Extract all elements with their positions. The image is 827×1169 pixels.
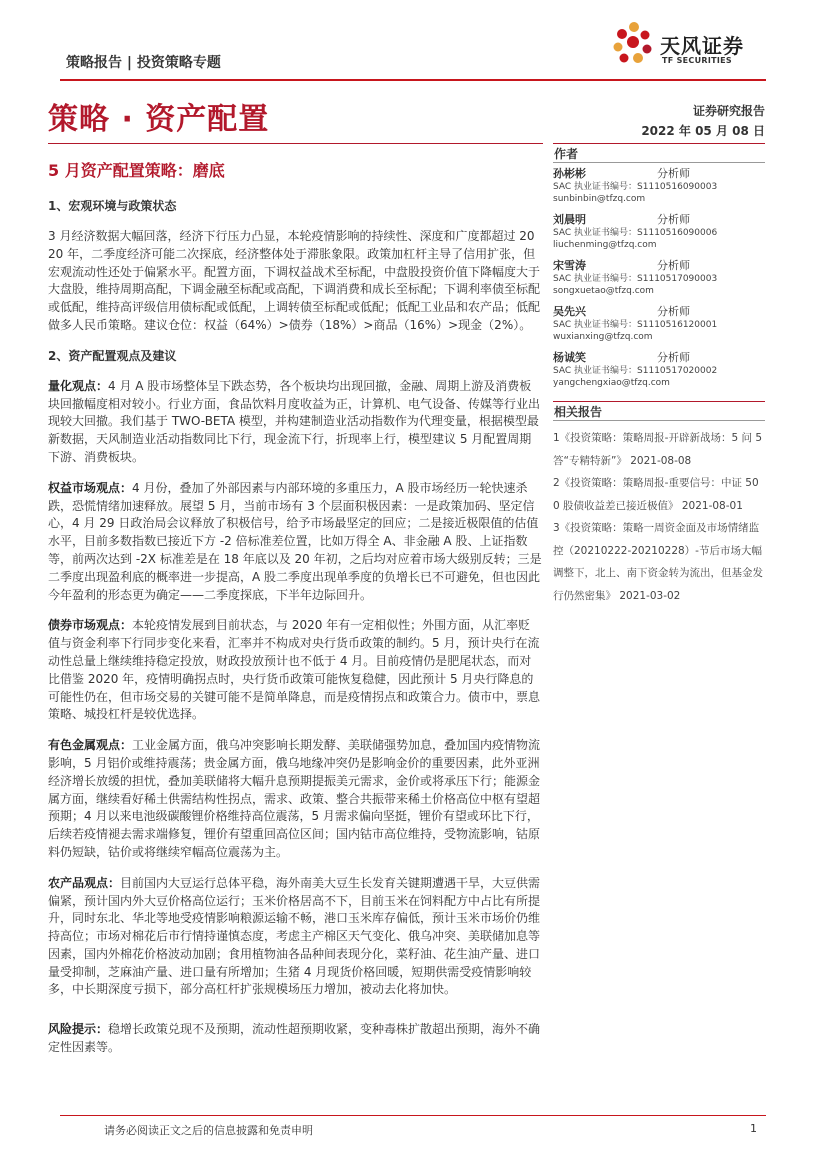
paragraph-bond [48, 617, 542, 724]
company-logo [610, 20, 760, 70]
paragraph-quant [48, 378, 542, 467]
logo-petal-icon [610, 20, 656, 68]
paragraph-text: 4 月 A 股市场整体呈下跌态势，各个板块均出现回撤，金融、周期上游及消费板块回撤幅度相对较小。行业方面，食品饮料月度收益为正，计算机、电气设备、传媒等行业出现较大回撤。我们基于 TWO-BETA 模型，并构建制造业活动指数作为代理变量，根据模型最新数据，天风制造业活动指数同比下行，现金流下行，折现率上行，模型建议 5 月配置周期下游、消费板块。 [48, 378, 541, 464]
disclaimer-note: 请务必阅读正文之后的信息披露和免责申明 [104, 1124, 313, 1137]
paragraph-equity [48, 480, 542, 605]
author-card [553, 163, 765, 209]
author-role: 分析师 [657, 351, 690, 364]
author-sac: SAC 执业证书编号：S1110517090003 [553, 274, 718, 284]
author-role: 分析师 [657, 259, 690, 272]
paragraph-text: 稳增长政策兑现不及预期，流动性超预期收紧，变种毒株扩散超出预期，海外不确定性因素等。 [48, 1022, 541, 1055]
related-reports-list [553, 421, 765, 607]
paragraph-agri [48, 875, 542, 1000]
author-name: 宋雪涛 [553, 259, 586, 272]
paragraph-macro: 3 月经济数据大幅回落，经济下行压力凸显，本轮疫情影响的持续性、深度和广度都超过 2020 年，二季度经济可能二次探底，经济整体处于滞胀象限。政策加杠杆主导了信用扩张，但宏观流动性还处于偏紧水平。配置方面，下调权益战术至标配，中盘股投资价值下降幅度大于大盘股，维持周期高配，下调金融至标配或高配，下调消费和成长至标配；下调利率债至标配或低配，维持高评级信用债标配或低配，上调转债至标配或低配；低配工业品和农产品；低配做多人民币策略。建议仓位：权益（64%）>债券（18%）>商品（16%）>现金（2%）。 [48, 229, 541, 332]
author-email[interactable]: liuchenming@tfzq.com [553, 240, 657, 250]
section-heading-allocation: 2、资产配置观点及建议 [48, 348, 177, 363]
author-name: 刘晨明 [553, 213, 586, 226]
author-sac: SAC 执业证书编号：S1110516120001 [553, 320, 718, 330]
report-date: 2022 年 05 月 08 日 [641, 124, 765, 138]
author-role: 分析师 [657, 167, 690, 180]
related-reports-heading: 相关报告 [553, 401, 765, 421]
report-subtitle: 5 月资产配置策略：磨底 [48, 161, 225, 180]
author-name: 吴先兴 [553, 305, 586, 318]
paragraph-text: 本轮疫情发展到目前状态，与 2020 年有一定相似性；外围方面，从汇率贬值与资金利率下行同步变化来看，汇率并不构成对央行货币政策的制约。5 月，预计央行在流动性总量上继续维持稳定投放，财政投放预计也不低于 4 月。目前疫情仍是肥尾状态，而对比借鉴 2020 年，疫情明确拐点时，央行货币政策可能恢复稳健，因此预计 5 月央行降息的可能性仍在，但市场交易的关键可能不是简单降息，而是疫情拐点和政策合力。债市中，票息策略、城投杠杆是较优选择。 [48, 618, 541, 722]
authors-heading: 作者 [553, 143, 765, 163]
footer-divider [60, 1115, 766, 1116]
author-email[interactable]: wuxianxing@tfzq.com [553, 332, 653, 342]
paragraph-lead: 有色金属观点： [48, 738, 133, 753]
title-divider [48, 143, 543, 144]
related-report-link[interactable]: 1《投资策略：策略周报-开辟新战场：5 问 5 答“专精特新”》 2021-08-08 [553, 432, 763, 467]
paragraph-risk [48, 1021, 542, 1057]
paragraph-lead: 权益市场观点： [48, 480, 133, 495]
author-sac: SAC 执业证书编号：S1110516090006 [553, 228, 718, 238]
section-heading-macro: 1、宏观环境与政策状态 [48, 199, 177, 213]
paragraph-lead: 量化观点： [48, 378, 109, 393]
author-sac: SAC 执业证书编号：S1110517020002 [553, 366, 718, 376]
author-card [553, 255, 765, 301]
author-card [553, 347, 765, 393]
paragraph-lead: 农产品观点： [48, 875, 121, 890]
paragraph-text: 4 月份，叠加了外部因素与内部环境的多重压力，A 股市场经历一轮快速杀跌，恐慌情绪加速释放。展望 5 月，当前市场有 3 个层面积极因素：一是政策加码、坚定信心，4 月 29 日政治局会议释放了积极信号，给予市场最坚定的回应；二是接近极限值的估值水平，目前多数指数已接近下方 -2 倍标准差位置，比如万得全 A、非金融 A 股、上证指数等，前两次达到 -2X 标准差是在 18 年底以及 20 年初，之后均对应着市场大级别反转；三是二季度出现盈利底的概率进一步提高，A 股二季度出现单季度的负增长已不可避免，但也因此今年盈利的形态更为确定——二季度探底，下半年边际回升。 [48, 480, 542, 602]
report-category: 策略报告 | 投资策略专题 [66, 55, 221, 71]
logo-text-cn: 天风证券 [660, 34, 744, 58]
author-role: 分析师 [657, 213, 690, 226]
sidebar [553, 143, 765, 607]
author-email[interactable]: sunbinbin@tfzq.com [553, 194, 646, 204]
related-report-link[interactable]: 3《投资策略：策略一周资金面及市场情绪监控（20210222-20210228）-节后市场大幅调整下，北上、南下资金转为流出，但基金发行仍然密集》 2021-03-02 [553, 522, 763, 602]
author-email[interactable]: songxuetao@tfzq.com [553, 286, 654, 296]
author-sac: SAC 执业证书编号：S1110516090003 [553, 182, 718, 192]
paragraph-text: 工业金属方面，俄乌冲突影响长期发酵、美联储强势加息，叠加国内疫情物流影响，5 月铝价或维持震荡；贵金属方面，俄乌地缘冲突仍是影响金价的重要因素，此外亚洲经济增长放缓的担忧，叠加美联储将大幅升息预期提振美元需求，金价或将承压下行；能源金属方面，继续看好稀土供需结构性拐点，需求、政策、整合共振带来稀土价格高位中枢有望超预期；4 月以来电池级碳酸锂价格维持高位震荡，5 月需求偏向坚挺，锂价有望或环比下行，后续若疫情褪去需求端修复，锂价有望重回高位区间；国内钴市高位维持，受物流影响，钴原料仍短缺，钴价或将继续窄幅高位震荡为主。 [48, 738, 541, 859]
header-divider [60, 79, 766, 81]
report-type: 证券研究报告 [692, 104, 765, 118]
related-report-link[interactable]: 2《投资策略：策略周报-重要信号：中证 500 股债收益差已接近极值》 2021-08-01 [553, 477, 759, 512]
author-name: 杨诚笑 [553, 351, 586, 364]
author-card [553, 209, 765, 255]
page-number: 1 [750, 1122, 757, 1135]
author-card [553, 301, 765, 347]
paragraph-text: 目前国内大豆运行总体平稳，海外南美大豆生长发育关键期遭遇干旱，大豆供需偏紧，预计国内外大豆价格高位运行；玉米价格居高不下，目前玉米在饲料配方中占比有所提升，同时东北、华北等地受疫情影响粮源运输不畅，港口玉米库存偏低，预计玉米市场价仍维持高位；市场对棉花后市行情持谨慎态度，考虑主产棉区天气变化、俄乌冲突、美联储加息等因素，国内外棉花价格波动加剧；食用植物油各品种间表现分化，菜籽油、花生油产量、进口量受抑制，芝麻油产量、进口量有所增加；生猪 4 月现货价格回暖，短期供需受疫情影响较多，中长期深度亏损下，部分高杠杆扩张规模场压力增加，被动去化将加快。 [48, 875, 541, 997]
paragraph-lead: 债券市场观点： [48, 618, 133, 633]
paragraph-lead: 风险提示： [48, 1022, 109, 1037]
author-name: 孙彬彬 [553, 167, 586, 180]
author-email[interactable]: yangchengxiao@tfzq.com [553, 378, 670, 388]
author-role: 分析师 [657, 305, 690, 318]
logo-text-en: TF SECURITIES [662, 56, 732, 65]
page-title: 策略 · 资产配置 [48, 102, 270, 137]
main-content [48, 198, 542, 1070]
paragraph-metals [48, 737, 542, 862]
